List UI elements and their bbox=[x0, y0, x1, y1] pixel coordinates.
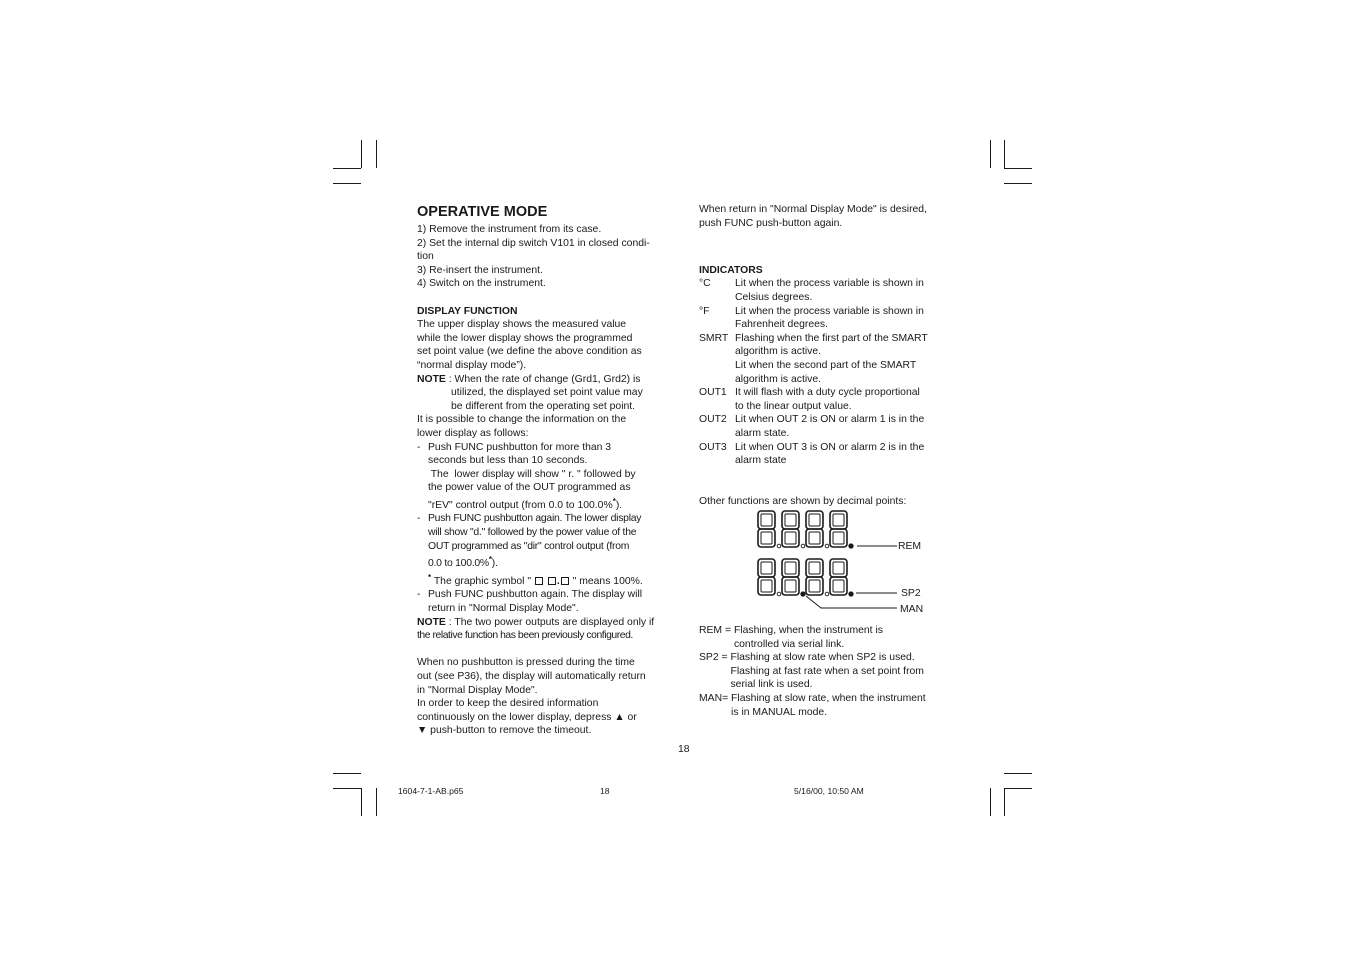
note-label: NOTE bbox=[417, 616, 446, 628]
decimal-point-lit bbox=[849, 592, 853, 596]
footer-page: 18 bbox=[600, 786, 610, 796]
indicator-row bbox=[699, 305, 949, 332]
digit-segment-inner bbox=[785, 562, 796, 574]
decimal-point-legend bbox=[699, 624, 949, 719]
paragraph-line: lower display as follows: bbox=[417, 427, 529, 439]
paragraph-line: in "Normal Display Mode". bbox=[417, 684, 538, 696]
paragraph-line: while the lower display shows the programmed bbox=[417, 332, 633, 344]
digit-segment-inner bbox=[833, 562, 844, 574]
step-line: tion bbox=[417, 251, 434, 263]
legend-key: REM = bbox=[699, 625, 734, 636]
crop-mark bbox=[333, 773, 361, 774]
crop-mark bbox=[376, 788, 377, 816]
paragraph-line bbox=[417, 724, 669, 738]
paragraph-line: When return in "Normal Display Mode" is desired, bbox=[699, 204, 927, 215]
crop-mark bbox=[990, 140, 991, 168]
decimal-point-off bbox=[777, 592, 781, 596]
crop-mark bbox=[361, 788, 362, 816]
decimal-point-off bbox=[825, 592, 829, 596]
bullet-line: Push FUNC pushbutton again. The lower display bbox=[428, 513, 642, 525]
bullet-line: OUT programmed as "dir" control output (from bbox=[428, 540, 630, 552]
bullet-line: Push FUNC pushbutton again. The display will bbox=[428, 589, 643, 601]
paragraph-line: It is possible to change the information on the bbox=[417, 414, 627, 426]
digit-segment-inner bbox=[833, 514, 844, 526]
indicator-key: OUT1 bbox=[699, 387, 727, 399]
crop-mark bbox=[1004, 140, 1005, 168]
indicator-text: algorithm is active. bbox=[735, 373, 822, 385]
indicator-text: Lit when OUT 3 is ON or alarm 2 is in the bbox=[735, 441, 925, 453]
bullet-item bbox=[417, 512, 669, 570]
graphic-symbol-line: * The graphic symbol " . " means 100%. bbox=[428, 572, 643, 587]
digit-segment-inner bbox=[833, 580, 844, 592]
digit-segment-inner bbox=[785, 580, 796, 592]
rem-label: REM bbox=[898, 541, 922, 552]
step-line: 1) Remove the instrument from its case. bbox=[417, 224, 602, 235]
legend-key: MAN= bbox=[699, 692, 732, 704]
indicator-text: Flashing when the first part of the SMART bbox=[735, 332, 928, 344]
paragraph-line bbox=[417, 711, 669, 725]
segment-symbol-icon bbox=[535, 577, 543, 585]
bullet-line: "rEV" control output (from 0.0 to 100.0% bbox=[428, 499, 613, 511]
footer-date: 5/16/00, 10:50 AM bbox=[794, 786, 864, 796]
note-line: utilized, the displayed set point value may bbox=[451, 387, 643, 399]
indicator-text: Lit when OUT 2 is ON or alarm 1 is in the bbox=[735, 414, 925, 426]
bullet-dash: - bbox=[417, 441, 421, 453]
bullet-line: will show "d." followed by the power value of the bbox=[428, 527, 637, 539]
depress-text-end: or bbox=[624, 711, 637, 723]
man-label: MAN bbox=[900, 604, 924, 615]
paragraph-line: set point value (we define the above condition as bbox=[417, 346, 642, 358]
digit-segment-inner bbox=[809, 514, 820, 526]
note-line bbox=[417, 373, 669, 387]
note-line bbox=[417, 616, 669, 630]
digit-segment-inner bbox=[785, 514, 796, 526]
bullet-dash: - bbox=[417, 513, 421, 525]
indicator-text: Fahrenheit degrees. bbox=[735, 319, 828, 331]
crop-mark bbox=[1004, 788, 1005, 816]
decimal-point-off bbox=[777, 544, 781, 548]
decimal-point-off bbox=[825, 544, 829, 548]
bullet-line: seconds but less than 10 seconds. bbox=[428, 455, 588, 467]
legend-row bbox=[699, 692, 949, 719]
legend-text: Flashing at slow rate when SP2 is used. bbox=[730, 652, 915, 664]
asterisk: * bbox=[612, 496, 616, 506]
crop-mark bbox=[1004, 788, 1032, 789]
indicator-text: alarm state bbox=[735, 455, 787, 467]
section-title: OPERATIVE MODE bbox=[417, 204, 548, 220]
depress-text: continuously on the lower display, depress bbox=[417, 711, 615, 723]
man-leader-line bbox=[806, 596, 897, 608]
paragraph-line: push FUNC push-button again. bbox=[699, 217, 843, 229]
legend-text: Flashing, when the instrument is bbox=[733, 625, 883, 636]
digit-segment-inner bbox=[809, 562, 820, 574]
indicator-row bbox=[699, 441, 949, 468]
page-number: 18 bbox=[678, 744, 690, 755]
digit-segment-inner bbox=[761, 532, 772, 544]
digit-segment-inner bbox=[761, 562, 772, 574]
legend-row bbox=[699, 624, 949, 651]
legend-text: is in MANUAL mode. bbox=[731, 706, 828, 718]
step-line: 4) Switch on the instrument. bbox=[417, 278, 546, 290]
display-digits bbox=[758, 511, 853, 596]
step-line: 3) Re-insert the instrument. bbox=[417, 264, 543, 276]
legend-text: Flashing at slow rate, when the instrument bbox=[731, 692, 926, 704]
legend-text: serial link is used. bbox=[730, 679, 813, 691]
note-text: : When the rate of change (Grd1, Grd2) is bbox=[445, 373, 641, 385]
decimal-point-lit bbox=[801, 592, 805, 596]
graphic-symbol-text: " means 100%. bbox=[569, 575, 643, 587]
indicators-heading: INDICATORS bbox=[699, 264, 763, 276]
left-column bbox=[417, 203, 669, 738]
bullet-line-end: ). bbox=[615, 499, 623, 511]
digit-segment-inner bbox=[809, 580, 820, 592]
up-arrow-icon: ▲ bbox=[614, 711, 625, 723]
asterisk: * bbox=[488, 555, 492, 565]
indicator-key: SMRT bbox=[699, 332, 729, 344]
indicator-text: Celsius degrees. bbox=[735, 291, 813, 303]
legend-text: Flashing at fast rate when a set point from bbox=[730, 665, 924, 677]
indicator-text: Lit when the process variable is shown in bbox=[735, 278, 924, 290]
bullet-item bbox=[417, 441, 669, 513]
indicator-row bbox=[699, 277, 949, 304]
footer-file: 1604-7-1-AB.p65 bbox=[398, 786, 464, 796]
crop-mark bbox=[333, 168, 361, 169]
note-line: be different from the operating set point. bbox=[451, 400, 636, 412]
digit-segment-inner bbox=[761, 580, 772, 592]
bullet-line-end: ). bbox=[491, 558, 498, 570]
crop-mark bbox=[333, 183, 361, 184]
legend-row bbox=[699, 651, 949, 692]
right-column bbox=[699, 203, 949, 718]
crop-mark bbox=[1004, 168, 1032, 169]
paragraph-line: When no pushbutton is pressed during the time bbox=[417, 657, 635, 669]
step-line: 2) Set the internal dip switch V101 in closed condi- bbox=[417, 237, 650, 249]
bullet-line: the power value of the OUT programmed as bbox=[428, 482, 631, 494]
crop-mark bbox=[990, 788, 991, 816]
digit-segment-inner bbox=[761, 514, 772, 526]
crop-mark bbox=[1004, 773, 1032, 774]
decimal-point-off bbox=[801, 544, 805, 548]
digit-segment-inner bbox=[809, 532, 820, 544]
crop-mark bbox=[1004, 183, 1032, 184]
legend-key: SP2 = bbox=[699, 652, 731, 664]
decimal-point-lit bbox=[849, 544, 853, 548]
legend-text: controlled via serial link. bbox=[733, 638, 845, 650]
indicator-text: algorithm is active. bbox=[735, 346, 822, 358]
indicator-row bbox=[699, 386, 949, 413]
graphic-symbol-text: The graphic symbol " bbox=[431, 575, 534, 587]
note-text: : The two power outputs are displayed only if bbox=[445, 616, 655, 628]
digit-segment-inner bbox=[833, 532, 844, 544]
paragraph-line: “normal display mode”). bbox=[417, 359, 527, 371]
indicator-text: It will flash with a duty cycle proportional bbox=[735, 387, 920, 399]
indicator-key: OUT2 bbox=[699, 414, 727, 426]
timeout-text-end: push-button to remove the timeout. bbox=[427, 725, 592, 737]
segment-symbol-icon bbox=[548, 577, 556, 585]
segment-symbol-icon bbox=[561, 577, 569, 585]
indicator-text: to the linear output value. bbox=[735, 400, 852, 412]
indicator-text: Lit when the process variable is shown in bbox=[735, 305, 924, 317]
display-function-heading: DISPLAY FUNCTION bbox=[417, 305, 518, 317]
bullet-line: 0.0 to 100.0% bbox=[428, 558, 489, 570]
seven-segment-display-diagram bbox=[750, 505, 960, 617]
indicator-key: OUT3 bbox=[699, 441, 727, 453]
indicator-key: °C bbox=[699, 278, 711, 290]
bullet-line: return in "Normal Display Mode". bbox=[428, 603, 579, 615]
crop-mark bbox=[333, 788, 361, 789]
indicator-text: alarm state. bbox=[735, 427, 790, 439]
note-label: NOTE bbox=[417, 373, 446, 385]
sp2-label: SP2 bbox=[901, 588, 921, 599]
indicator-text: Lit when the second part of the SMART bbox=[735, 359, 917, 371]
bullet-line: Push FUNC pushbutton for more than 3 bbox=[428, 441, 612, 453]
bullet-line: The lower display will show " r. " followed by bbox=[428, 468, 636, 480]
crop-mark bbox=[361, 140, 362, 168]
indicator-key: °F bbox=[699, 305, 710, 317]
asterisk: * bbox=[428, 572, 432, 582]
bullet-item bbox=[417, 588, 669, 615]
paragraph-line: The upper display shows the measured value bbox=[417, 319, 627, 331]
down-arrow-icon: ▼ bbox=[417, 725, 428, 737]
digit-segment-inner bbox=[785, 532, 796, 544]
paragraph-line: out (see P36), the display will automatically return bbox=[417, 671, 646, 682]
indicator-row bbox=[699, 332, 949, 386]
paragraph-line: In order to keep the desired information bbox=[417, 698, 599, 710]
note-line: the relative function has been previously configured. bbox=[417, 630, 633, 642]
indicator-row bbox=[699, 413, 949, 440]
other-functions-text: Other functions are shown by decimal points: bbox=[699, 495, 907, 507]
bullet-dash: - bbox=[417, 589, 421, 601]
crop-mark bbox=[376, 140, 377, 168]
